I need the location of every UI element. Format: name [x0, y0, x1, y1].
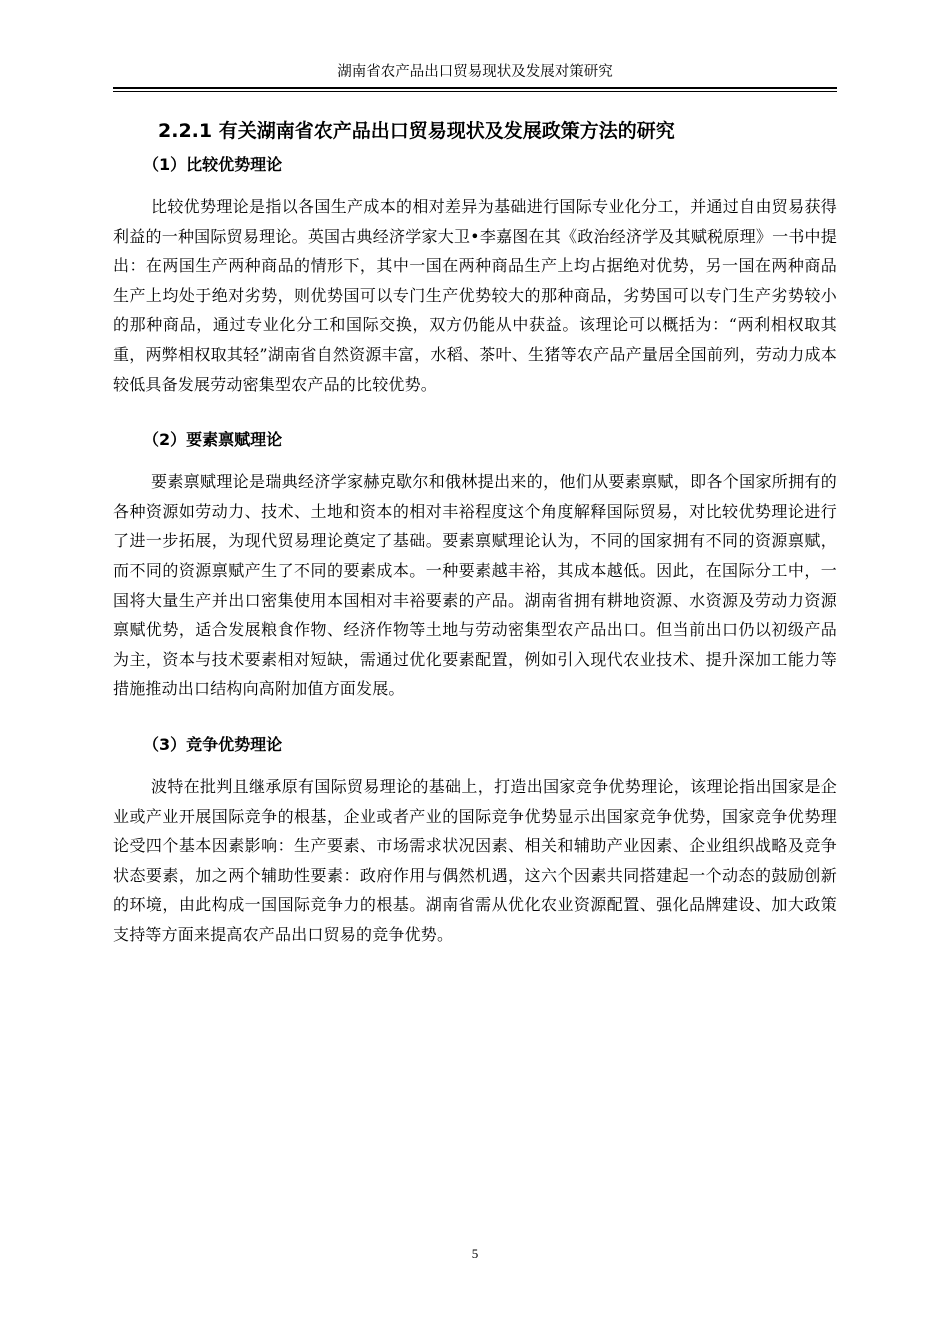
subsection-comparative-advantage	[113, 148, 837, 399]
header-rule-thin	[113, 91, 837, 92]
spacer	[113, 399, 837, 423]
section-title: 2.2.1 有关湖南省农产品出口贸易现状及发展政策方法的研究	[158, 120, 675, 142]
spacer	[113, 457, 837, 467]
body-paragraph: 波特在批判且继承原有国际贸易理论的基础上，打造出国家竞争优势理论，该理论指出国家是企业或产业开展国际竞争的根基，企业或者产业的国际竞争优势显示出国家竞争优势，国家竞争优势理论受四个基本因素影响：生产要素、市场需求状况因素、相关和辅助产业因素、企业组织战略及竞争状态要素，加之两个辅助性要素：政府作用与偶然机遇，这六个因素共同搭建起一个动态的鼓励创新的环境，由此构成一国国际竞争力的根基。湖南省需从优化农业资源配置、强化品牌建设、加大政策支持等方面来提高农产品出口贸易的竞争优势。	[113, 776, 837, 944]
header-title: 湖南省农产品出口贸易现状及发展对策研究	[337, 64, 613, 80]
subsection-heading: （1）比较优势理论	[143, 155, 283, 174]
page-header	[113, 62, 837, 86]
body-paragraph: 比较优势理论是指以各国生产成本的相对差异为基础进行国际专业化分工，并通过自由贸易获得利益的一种国际贸易理论。英国古典经济学家大卫•李嘉图在其《政治经济学及其赋税原理》一书中提出：在两国生产两种商品的情形下，其中一国在两种商品生产上均占据绝对优势，另一国在两种商品生产上均处于绝对劣势，则优势国可以专门生产优势较大的那种商品，劣势国可以专门生产劣势较小的那种商品，通过专业化分工和国际交换，双方仍能从中获益。该理论可以概括为：“两利相权取其重，两弊相权取其轻”湖南省自然资源丰富，水稻、茶叶、生猪等农产品产量居全国前列，劳动力成本较低具备发展劳动密集型农产品的比较优势。	[113, 197, 837, 394]
subsection-competitive-advantage	[113, 728, 837, 950]
subsection-factor-endowment	[113, 423, 837, 704]
spacer	[113, 762, 837, 772]
spacer	[113, 182, 837, 192]
spacer	[113, 704, 837, 728]
header-rule-thick	[113, 87, 837, 89]
subsection-heading: （2）要素禀赋理论	[143, 430, 283, 450]
subsection-heading: （3）竞争优势理论	[143, 734, 283, 754]
document-body	[113, 114, 837, 949]
body-paragraph: 要素禀赋理论是瑞典经济学家赫克歇尔和俄林提出来的，他们从要素禀赋，即各个国家所拥有的各种资源如劳动力、技术、土地和资本的相对丰裕程度这个角度解释国际贸易，对比较优势理论进行了进一步拓展，为现代贸易理论奠定了基础。要素禀赋理论认为，不同的国家拥有不同的资源禀赋，而不同的资源禀赋产生了不同的要素成本。一种要素越丰裕，其成本越低。因此，在国际分工中，一国将大量生产并出口密集使用本国相对丰裕要素的产品。湖南省拥有耕地资源、水资源及劳动力资源禀赋优势，适合发展粮食作物、经济作物等土地与劳动密集型农产品出口。但当前出口仍以初级产品为主，资本与技术要素相对短缺，需通过优化要素配置，例如引入现代农业技术、提升深加工能力等措施推动出口结构向高附加值方面发展。	[113, 472, 837, 699]
page-number: 5	[471, 1246, 479, 1261]
